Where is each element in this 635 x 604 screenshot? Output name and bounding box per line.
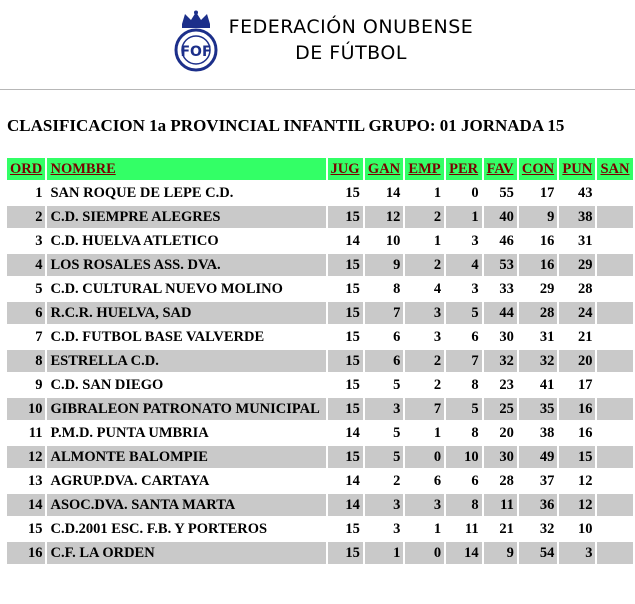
cell-fav: 44 <box>484 302 517 324</box>
table-row <box>7 374 633 396</box>
cell-ord: 13 <box>27 473 43 489</box>
cell-con: 29 <box>539 281 555 297</box>
column-header-nombre[interactable]: NOMBRE <box>47 158 325 180</box>
cell-ord: 12 <box>7 446 45 468</box>
table-row <box>7 518 633 540</box>
cell-fav: 33 <box>499 281 514 297</box>
cell-ord: 11 <box>28 425 43 441</box>
cell-nombre: SAN ROQUE DE LEPE C.D. <box>50 185 234 201</box>
column-header-emp[interactable]: EMP <box>405 158 444 180</box>
cell-pun: 28 <box>577 281 593 297</box>
cell-nombre: C.D. FUTBOL BASE VALVERDE <box>50 329 265 345</box>
cell-ord: 15 <box>27 521 43 537</box>
cell-san <box>597 422 633 444</box>
cell-ord: 8 <box>7 350 45 372</box>
table-header-row <box>7 158 633 180</box>
cell-jug: 14 <box>328 494 363 516</box>
cell-gan: 14 <box>385 185 401 201</box>
cell-san <box>597 398 633 420</box>
cell-per: 8 <box>471 377 479 393</box>
page-title: CLASIFICACION 1a PROVINCIAL INFANTIL GRUPO: 01 JORNADA 15 <box>7 116 565 135</box>
cell-per: 5 <box>446 398 481 420</box>
cell-pun: 38 <box>559 206 595 228</box>
cell-fav: 30 <box>484 446 517 468</box>
cell-emp: 1 <box>433 425 442 441</box>
cell-gan: 9 <box>365 254 403 276</box>
column-header-san[interactable]: SAN <box>597 158 633 180</box>
column-header-con[interactable]: CON <box>519 158 557 180</box>
table-row <box>7 542 633 564</box>
cell-jug: 14 <box>345 425 360 441</box>
cell-ord: 6 <box>7 302 45 324</box>
table-row <box>7 422 633 444</box>
cell-con: 54 <box>519 542 557 564</box>
cell-per: 8 <box>446 494 481 516</box>
cell-san <box>597 182 633 204</box>
cell-con: 17 <box>539 185 555 201</box>
cell-gan: 5 <box>365 446 403 468</box>
cell-con: 32 <box>539 521 555 537</box>
cell-pun: 16 <box>577 425 593 441</box>
column-header-gan[interactable]: GAN <box>365 158 403 180</box>
cell-fav: 21 <box>499 521 514 537</box>
brand-line-1: FEDERACIÓN ONUBENSE <box>228 16 474 38</box>
cell-nombre: C.D. HUELVA ATLETICO <box>50 233 219 249</box>
cell-pun: 20 <box>559 350 595 372</box>
cell-emp: 1 <box>433 521 442 537</box>
cell-jug: 15 <box>345 185 360 201</box>
cell-pun: 17 <box>577 377 593 393</box>
cell-pun: 12 <box>559 494 595 516</box>
cell-jug: 15 <box>345 281 360 297</box>
cell-fav: 40 <box>484 206 517 228</box>
cell-ord: 16 <box>7 542 45 564</box>
cell-con: 31 <box>539 329 555 345</box>
page-header <box>0 0 635 88</box>
cell-per: 1 <box>446 206 481 228</box>
cell-san <box>597 470 633 492</box>
cell-san <box>597 542 633 564</box>
column-header-fav[interactable]: FAV <box>484 158 517 180</box>
cell-emp: 2 <box>405 350 444 372</box>
table-row <box>7 302 633 324</box>
cell-jug: 15 <box>345 377 360 393</box>
cell-con: 41 <box>539 377 555 393</box>
cell-jug: 15 <box>328 350 363 372</box>
cell-ord: 7 <box>35 329 43 345</box>
cell-fav: 9 <box>484 542 517 564</box>
cell-gan: 3 <box>365 398 403 420</box>
cell-fav: 32 <box>484 350 517 372</box>
cell-fav: 23 <box>499 377 514 393</box>
cell-gan: 6 <box>365 350 403 372</box>
cell-per: 8 <box>471 425 479 441</box>
cell-emp: 3 <box>405 302 444 324</box>
cell-per: 4 <box>446 254 481 276</box>
cell-jug: 15 <box>345 521 360 537</box>
cell-per: 0 <box>471 185 479 201</box>
cell-nombre: C.F. LA ORDEN <box>47 542 325 564</box>
cell-emp: 0 <box>405 446 444 468</box>
cell-emp: 4 <box>433 281 442 297</box>
cell-jug: 15 <box>345 329 360 345</box>
cell-emp: 2 <box>433 377 442 393</box>
cell-nombre: C.D. SIEMPRE ALEGRES <box>47 206 325 228</box>
cell-nombre: LOS ROSALES ASS. DVA. <box>47 254 325 276</box>
cell-jug: 15 <box>328 302 363 324</box>
table-row <box>7 278 633 300</box>
federation-name <box>226 14 476 66</box>
cell-gan: 3 <box>393 521 401 537</box>
cell-emp: 2 <box>405 206 444 228</box>
cell-nombre: C.D. SAN DIEGO <box>50 377 164 393</box>
cell-pun: 12 <box>577 473 593 489</box>
cell-con: 32 <box>519 350 557 372</box>
cell-gan: 2 <box>393 473 401 489</box>
cell-nombre: GIBRALEON PATRONATO MUNICIPAL <box>47 398 325 420</box>
cell-fav: 46 <box>499 233 514 249</box>
cell-per: 3 <box>471 233 479 249</box>
cell-fav: 55 <box>499 185 514 201</box>
cell-ord: 5 <box>35 281 43 297</box>
cell-con: 28 <box>519 302 557 324</box>
cell-pun: 10 <box>577 521 593 537</box>
cell-per: 11 <box>464 521 479 537</box>
cell-jug: 15 <box>328 206 363 228</box>
cell-con: 37 <box>539 473 555 489</box>
cell-per: 3 <box>471 281 479 297</box>
cell-per: 10 <box>446 446 481 468</box>
cell-nombre: AGRUP.DVA. CARTAYA <box>50 473 210 489</box>
cell-ord: 3 <box>35 233 43 249</box>
cell-ord: 14 <box>7 494 45 516</box>
cell-san <box>597 446 633 468</box>
federation-crest-icon <box>172 10 220 72</box>
cell-fav: 20 <box>499 425 514 441</box>
table-row <box>7 326 633 348</box>
cell-emp: 1 <box>433 233 442 249</box>
cell-pun: 43 <box>577 185 593 201</box>
cell-jug: 14 <box>345 473 360 489</box>
table-row <box>7 254 633 276</box>
cell-fav: 30 <box>499 329 514 345</box>
cell-con: 35 <box>519 398 557 420</box>
table-row <box>7 446 633 468</box>
crest-letters: FOF <box>180 44 212 60</box>
cell-pun: 31 <box>577 233 593 249</box>
cell-ord: 10 <box>7 398 45 420</box>
cell-gan: 5 <box>393 377 401 393</box>
cell-gan: 10 <box>385 233 401 249</box>
cell-con: 38 <box>539 425 555 441</box>
header-divider <box>0 89 635 90</box>
cell-per: 6 <box>471 329 479 345</box>
cell-con: 9 <box>519 206 557 228</box>
cell-con: 16 <box>539 233 555 249</box>
cell-jug: 15 <box>328 446 363 468</box>
cell-nombre: P.M.D. PUNTA UMBRIA <box>50 425 209 441</box>
table-row <box>7 182 633 204</box>
column-header-pun[interactable]: PUN <box>559 158 595 180</box>
cell-jug: 15 <box>328 398 363 420</box>
column-header-per[interactable]: PER <box>446 158 481 180</box>
cell-ord: 2 <box>7 206 45 228</box>
cell-con: 49 <box>519 446 557 468</box>
cell-gan: 5 <box>393 425 401 441</box>
cell-fav: 11 <box>484 494 517 516</box>
cell-emp: 1 <box>433 185 442 201</box>
cell-nombre: ALMONTE BALOMPIE <box>47 446 325 468</box>
cell-gan: 6 <box>393 329 401 345</box>
cell-nombre: R.C.R. HUELVA, SAD <box>47 302 325 324</box>
cell-san <box>597 302 633 324</box>
table-row <box>7 206 633 228</box>
standings-table <box>5 156 635 566</box>
cell-gan: 3 <box>365 494 403 516</box>
cell-jug: 14 <box>345 233 360 249</box>
cell-emp: 3 <box>433 329 442 345</box>
cell-pun: 16 <box>559 398 595 420</box>
cell-nombre: ESTRELLA C.D. <box>47 350 325 372</box>
cell-fav: 25 <box>484 398 517 420</box>
cell-per: 6 <box>471 473 479 489</box>
cell-ord: 1 <box>35 185 43 201</box>
cell-per: 5 <box>446 302 481 324</box>
cell-nombre: C.D.2001 ESC. F.B. Y PORTEROS <box>50 521 268 537</box>
table-row <box>7 230 633 252</box>
table-row <box>7 470 633 492</box>
cell-emp: 2 <box>405 254 444 276</box>
cell-san <box>597 518 633 540</box>
cell-per: 7 <box>446 350 481 372</box>
cell-con: 16 <box>519 254 557 276</box>
cell-san <box>597 230 633 252</box>
cell-gan: 1 <box>365 542 403 564</box>
cell-gan: 12 <box>365 206 403 228</box>
cell-san <box>597 494 633 516</box>
table-row <box>7 398 633 420</box>
cell-emp: 7 <box>405 398 444 420</box>
cell-per: 14 <box>446 542 481 564</box>
cell-emp: 3 <box>405 494 444 516</box>
column-header-ord[interactable]: ORD <box>7 158 45 180</box>
cell-san <box>597 254 633 276</box>
cell-pun: 29 <box>559 254 595 276</box>
cell-san <box>597 326 633 348</box>
brand-line-2: DE FÚTBOL <box>295 42 407 64</box>
cell-fav: 53 <box>484 254 517 276</box>
cell-jug: 15 <box>328 542 363 564</box>
cell-gan: 8 <box>393 281 401 297</box>
cell-nombre: ASOC.DVA. SANTA MARTA <box>47 494 325 516</box>
cell-con: 36 <box>519 494 557 516</box>
cell-nombre: C.D. CULTURAL NUEVO MOLINO <box>50 281 283 297</box>
cell-emp: 6 <box>433 473 442 489</box>
cell-san <box>597 278 633 300</box>
cell-pun: 21 <box>577 329 593 345</box>
cell-pun: 24 <box>559 302 595 324</box>
cell-gan: 7 <box>365 302 403 324</box>
column-header-jug[interactable]: JUG <box>328 158 363 180</box>
cell-pun: 3 <box>559 542 595 564</box>
table-row <box>7 494 633 516</box>
cell-san <box>597 350 633 372</box>
cell-ord: 4 <box>7 254 45 276</box>
cell-pun: 15 <box>559 446 595 468</box>
cell-emp: 0 <box>405 542 444 564</box>
cell-san <box>597 206 633 228</box>
table-body <box>7 182 633 564</box>
cell-ord: 9 <box>35 377 43 393</box>
cell-jug: 15 <box>328 254 363 276</box>
table-row <box>7 350 633 372</box>
cell-san <box>597 374 633 396</box>
cell-fav: 28 <box>499 473 514 489</box>
